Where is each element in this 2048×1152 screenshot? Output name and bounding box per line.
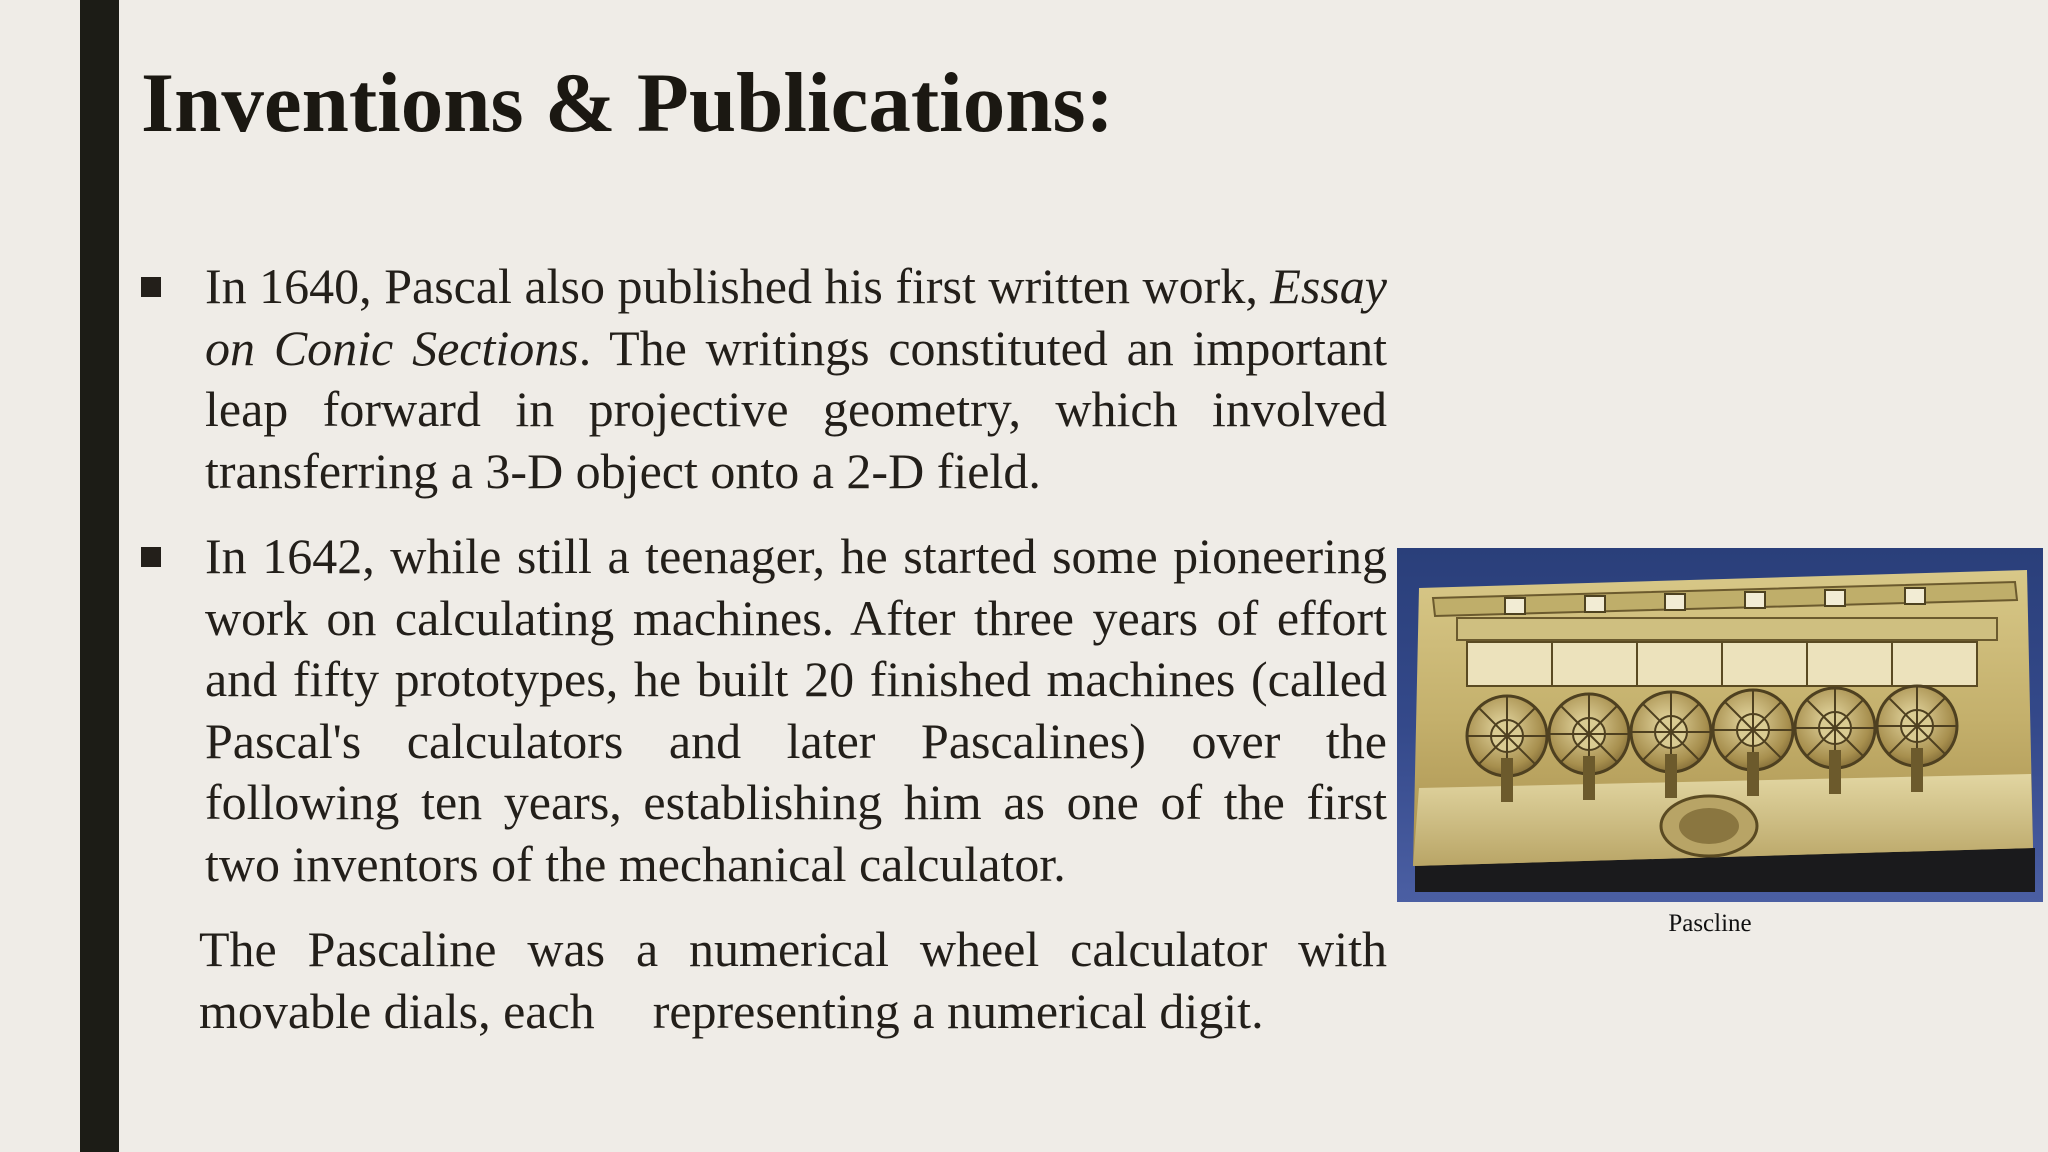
bullet-item bbox=[141, 256, 1387, 502]
book-title: Essay on Conic Sections bbox=[205, 258, 1387, 376]
bullet-square-icon bbox=[141, 256, 205, 317]
pascaline-photo bbox=[1397, 548, 2043, 902]
bullet-text-part: In 1640, Pascal also published his first written work, bbox=[205, 258, 1271, 314]
bullet-item bbox=[141, 526, 1387, 895]
pascaline-illustration bbox=[1397, 548, 2043, 902]
closing-paragraph bbox=[199, 919, 1387, 1042]
bullet-square-icon bbox=[141, 526, 205, 587]
side-accent-bar bbox=[80, 0, 119, 1152]
bullet-text-part: . The writings constituted an important leap forward in projective geometry, which involved transferring a 3-D object onto a 2-D field. bbox=[205, 319, 1388, 499]
photo-caption: Pascline bbox=[1668, 910, 1752, 937]
slide-body bbox=[141, 256, 1387, 1042]
bullet-text: In 1642, while still a teenager, he started some pioneering work on calculating machines. After three years of effort and fifty prototypes, he built 20 finished machines (called Pascal's calculators and later Pascalines) over the following ten years, establishing him as one of the first two inventors of the mechanical calculator. bbox=[205, 528, 1387, 892]
slide-title: Inventions & Publications: bbox=[141, 56, 1114, 150]
bullet-text bbox=[205, 256, 1387, 502]
closing-text-part: representing a numerical digit. bbox=[652, 982, 1264, 1039]
closing-text-part: The Pascaline was a numerical wheel calculator with movable dials, each bbox=[199, 921, 1387, 1039]
